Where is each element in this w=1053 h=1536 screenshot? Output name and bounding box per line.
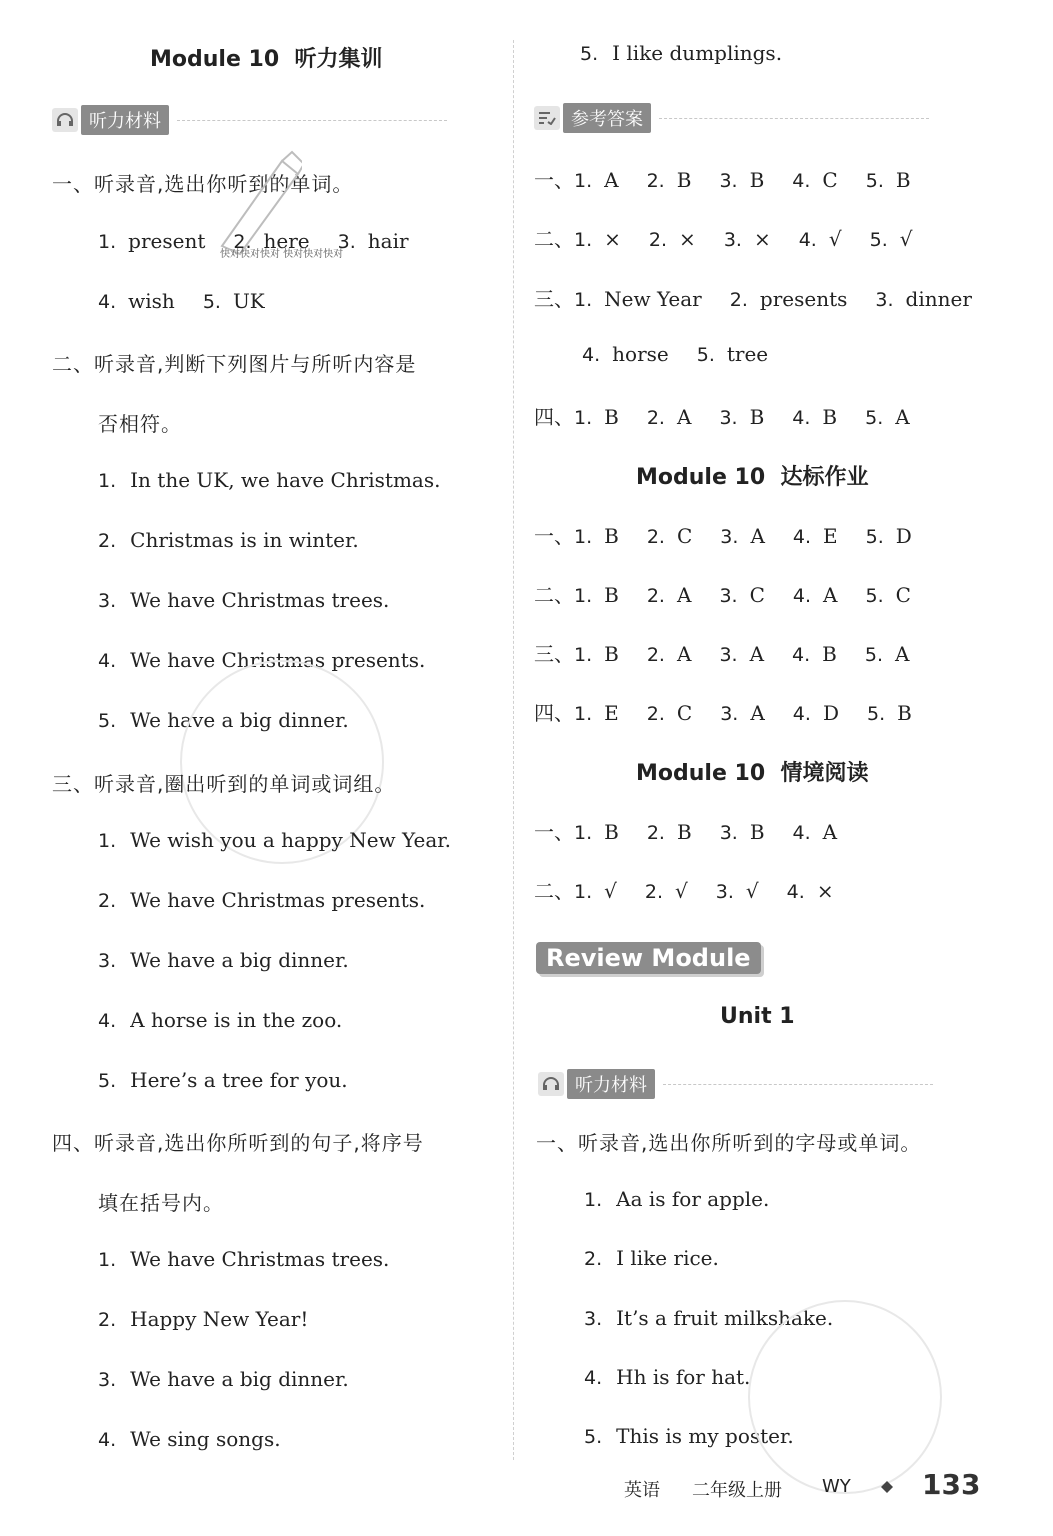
page-number: 133 — [922, 1468, 981, 1501]
unit-section-1-item: 2. I like rice. — [584, 1246, 719, 1270]
footer-grade: 二年级上册 — [692, 1480, 782, 1501]
section-1-heading: 一、听录音,选出你听到的单词。 — [52, 172, 354, 196]
footer-subject: 英语 — [624, 1480, 660, 1501]
answer-row: 四、 1. B 2. A 3. B 4. B 5. A — [534, 405, 910, 429]
answer-row: 二、 1. √ 2. √ 3. √ 4. × — [534, 879, 834, 903]
list-check-icon — [534, 106, 560, 130]
section-2-item: 3. We have Christmas trees. — [98, 588, 390, 612]
right-top-item: 5. I like dumplings. — [580, 41, 783, 65]
section-4-heading-cont: 填在括号内。 — [98, 1191, 224, 1215]
listening-material-tag — [52, 106, 447, 134]
section-2-item: 4. We have Christmas presents. — [98, 648, 426, 672]
review-module-banner: Review Module — [536, 942, 761, 974]
diamond-icon — [880, 1480, 894, 1494]
answer-row: 三、 1. New Year 2. presents 3. dinner — [534, 287, 972, 311]
section-2-item: 1. In the UK, we have Christmas. — [98, 468, 441, 492]
section-3-item: 4. A horse is in the zoo. — [98, 1008, 343, 1032]
section-3-item: 5. Here’s a tree for you. — [98, 1068, 348, 1092]
tag-label: 听力材料 — [81, 105, 169, 135]
footer-edition: WY — [822, 1476, 851, 1497]
pencil-watermark-icon — [212, 146, 302, 256]
answer-row: 一、 1. B 2. B 3. B 4. A — [534, 820, 838, 844]
column-divider — [513, 40, 514, 1460]
watermark-stamp — [748, 1300, 942, 1494]
section-3-item: 1. We wish you a happy New Year. — [98, 828, 451, 852]
unit-title: Unit 1 — [720, 1004, 795, 1029]
unit-section-1-item: 5. This is my poster. — [584, 1424, 794, 1448]
answer-row: 一、 1. A 2. B 3. B 4. C 5. B — [534, 168, 911, 192]
tag-dashed-line — [659, 118, 929, 119]
answer-row: 二、 1. × 2. × 3. × 4. √ 5. √ — [534, 227, 913, 251]
tag-label: 听力材料 — [567, 1069, 655, 1099]
headphones-icon — [52, 108, 78, 132]
answer-key-tag — [534, 104, 929, 132]
answer-row: 三、 1. B 2. A 3. A 4. B 5. A — [534, 642, 910, 666]
section-4-item: 4. We sing songs. — [98, 1427, 281, 1451]
unit-section-1-item: 3. It’s a fruit milkshake. — [584, 1306, 834, 1330]
listening-material-tag-2 — [538, 1070, 933, 1098]
answer-row: 四、 1. E 2. C 3. A 4. D 5. B — [534, 701, 912, 725]
section-4-item: 3. We have a big dinner. — [98, 1367, 349, 1391]
module-homework-title: Module 10 达标作业 — [636, 465, 869, 490]
section-3-heading: 三、听录音,圈出听到的单词或词组。 — [52, 772, 396, 796]
tag-dashed-line — [663, 1084, 933, 1085]
section-4-item: 2. Happy New Year! — [98, 1307, 309, 1331]
watermark-text: 快对快对快对 快对快对快对 — [220, 249, 344, 260]
left-module-title: Module 10 听力集训 — [150, 47, 383, 72]
section-1-row-1: 1. present 2. here 3. hair — [98, 229, 409, 253]
section-4-item: 1. We have Christmas trees. — [98, 1247, 390, 1271]
answer-row: 一、 1. B 2. C 3. A 4. E 5. D — [534, 524, 912, 548]
unit-section-1-heading: 一、听录音,选出你所听到的字母或单词。 — [536, 1131, 922, 1155]
section-2-heading-cont: 否相符。 — [98, 412, 182, 436]
tag-label: 参考答案 — [563, 103, 651, 133]
section-2-item: 5. We have a big dinner. — [98, 708, 349, 732]
answer-row-cont: 4. horse 5. tree — [582, 342, 769, 366]
section-2-item: 2. Christmas is in winter. — [98, 528, 359, 552]
section-4-heading: 四、听录音,选出你所听到的句子,将序号 — [52, 1131, 424, 1155]
section-3-item: 3. We have a big dinner. — [98, 948, 349, 972]
section-2-heading: 二、听录音,判断下列图片与所听内容是 — [52, 352, 417, 376]
section-3-item: 2. We have Christmas presents. — [98, 888, 426, 912]
unit-section-1-item: 4. Hh is for hat. — [584, 1365, 751, 1389]
section-1-row-2: 4. wish 5. UK — [98, 289, 265, 313]
tag-dashed-line — [177, 120, 447, 121]
unit-section-1-item: 1. Aa is for apple. — [584, 1187, 770, 1211]
answer-row: 二、 1. B 2. A 3. C 4. A 5. C — [534, 583, 911, 607]
module-reading-title: Module 10 情境阅读 — [636, 761, 869, 786]
headphones-icon — [538, 1072, 564, 1096]
